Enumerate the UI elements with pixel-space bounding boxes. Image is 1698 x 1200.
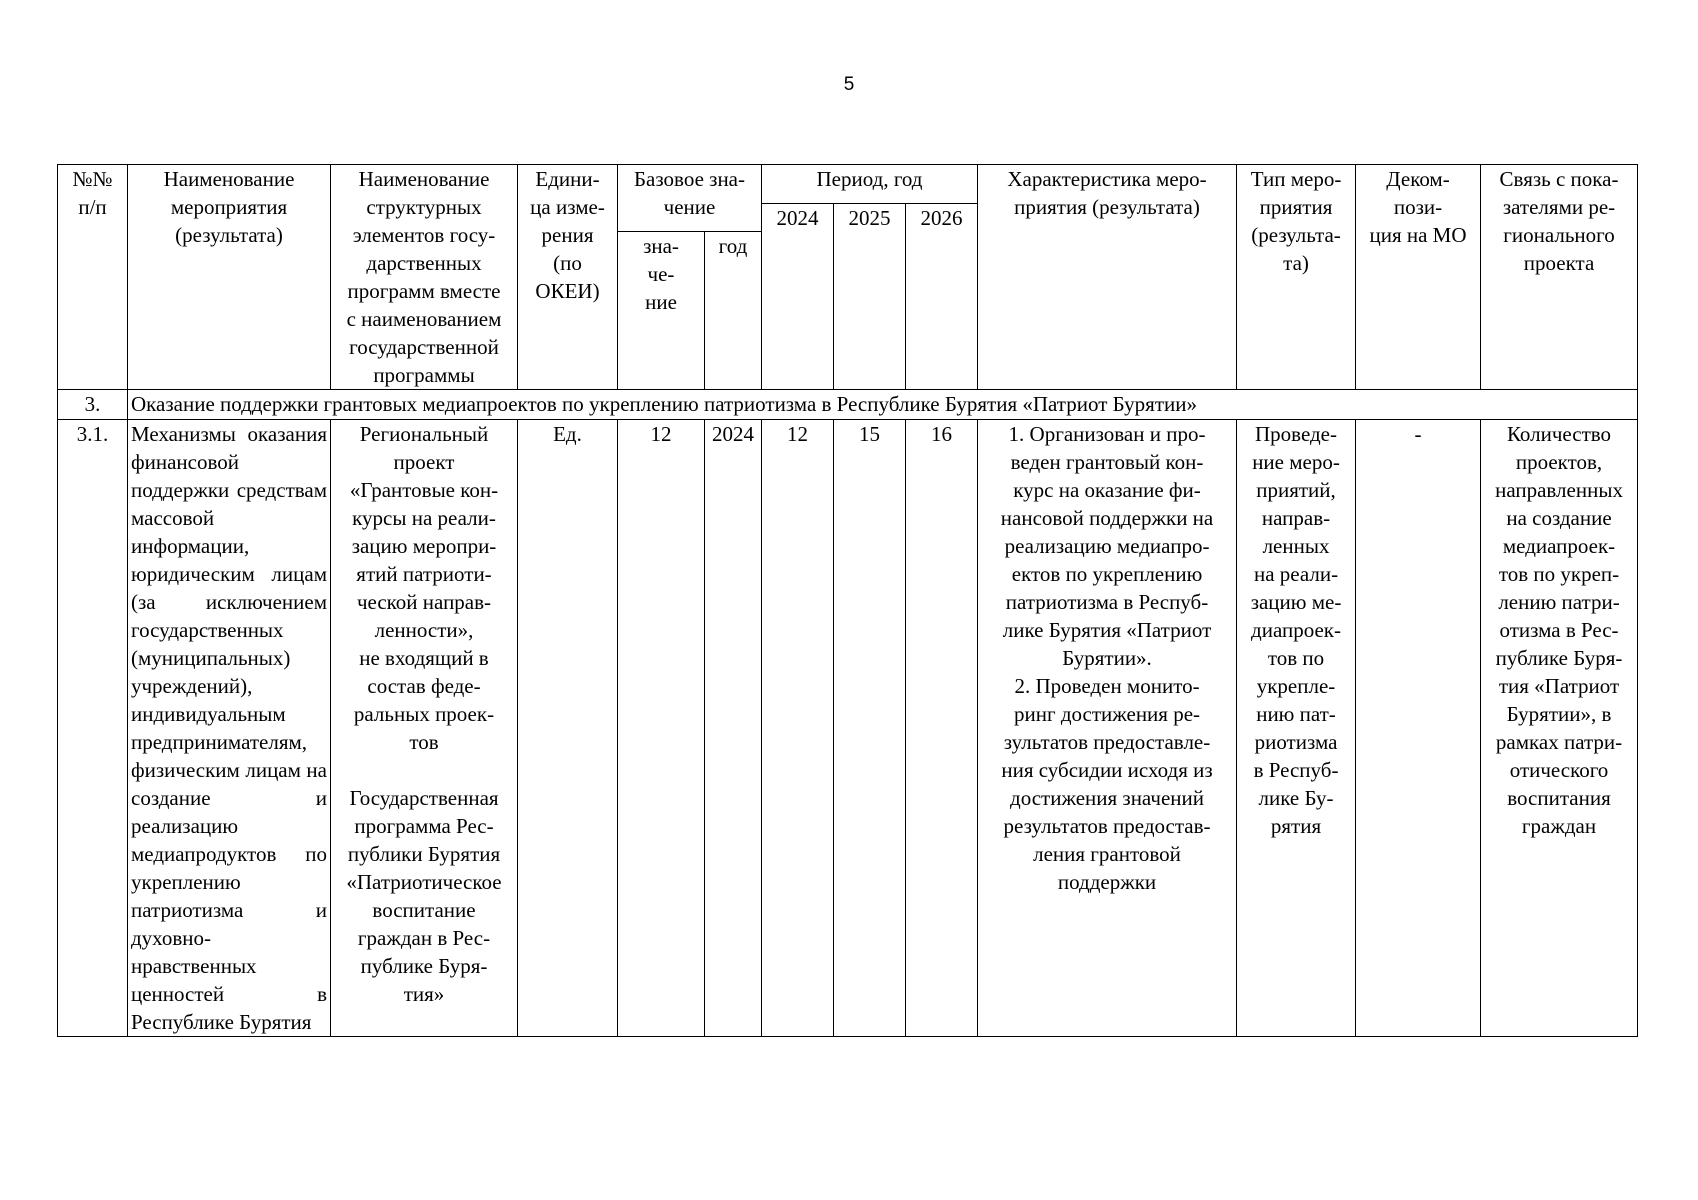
- section-title: Оказание поддержки грантовых медиапроектов по укреплению патриотизма в Республике Бурятия «Патриот Бурятии»: [128, 390, 1638, 420]
- header-base-value: зна- че- ние: [618, 232, 705, 390]
- header-year-2026: 2026: [906, 204, 978, 390]
- section-num: 3.: [58, 390, 128, 420]
- row-base-year: 2024: [705, 420, 762, 1037]
- header-decomposition: Деком- пози- ция на МО: [1356, 165, 1481, 390]
- row-value-2026: 16: [906, 420, 978, 1037]
- row-num: 3.1.: [58, 420, 128, 1037]
- header-name: Наименование мероприятия (результата): [128, 165, 331, 390]
- section-row: [58, 390, 1638, 420]
- row-link: Количество проектов, направленных на создание медиапроек- тов по укреп- лению патри- отизма в Рес- публике Буря- тия «Патриот Бурятии», в рамках патри- отического воспитания граждан: [1481, 420, 1638, 1037]
- header-period: Период, год: [762, 165, 978, 204]
- row-unit: Ед.: [518, 420, 618, 1037]
- header-unit: Едини- ца изме- рения (по ОКЕИ): [518, 165, 618, 390]
- row-decomposition: -: [1356, 420, 1481, 1037]
- row-name: Механизмы оказания финансовой поддержки средствам массовой информации, юридическим лицам (за исключением государственных (муниципальных) учреждений), индивидуальным предпринимателям, физическим лицам на создание и реализацию медиапродуктов по укреплению патриотизма и духовно-нравственных ценностей в Республике Бурятия: [128, 420, 331, 1037]
- row-value-2025: 15: [834, 420, 906, 1037]
- measures-table: [57, 164, 1638, 1037]
- header-base-year: год: [705, 232, 762, 390]
- header-link: Связь с пока- зателями ре- гионального проекта: [1481, 165, 1638, 390]
- header-row-1: [58, 165, 1638, 204]
- row-base-value: 12: [618, 420, 705, 1037]
- row-value-2024: 12: [762, 420, 834, 1037]
- row-characteristic: 1. Организован и про- веден грантовый кон- курс на оказание фи- нансовой поддержки на реализацию медиапро- ектов по укреплению патриотизма в Респуб- лике Бурятия «Патриот Бурятии». 2. Проведен монито- ринг достижения ре- зультатов предоставле- ния субсидии исходя из достижения значений результатов предостав- ления грантовой поддержки: [978, 420, 1237, 1037]
- page-number: 5: [843, 74, 855, 95]
- header-num: №№ п/п: [58, 165, 128, 390]
- header-year-2024: 2024: [762, 204, 834, 390]
- row-type: Проведе- ние меро- приятий, направ- ленных на реали- зацию ме- диапроек- тов по укрепле- нию пат- риотизма в Респуб- лике Бу- рятия: [1237, 420, 1356, 1037]
- table-row: [58, 420, 1638, 1037]
- header-base: Базовое зна- чение: [618, 165, 762, 232]
- header-struct: Наименование структурных элементов госу- дарственных программ вместе с наименованием государственной программы: [331, 165, 518, 390]
- header-type: Тип меро- приятия (результа- та): [1237, 165, 1356, 390]
- header-year-2025: 2025: [834, 204, 906, 390]
- row-struct: Региональный проект «Грантовые кон- курсы на реали- зацию меропри- ятий патриоти- ческой направ- ленности», не входящий в состав феде- ральных проек- тов Государственная программа Рес- публики Бурятия «Патриотическое воспитание граждан в Рес- публике Буря- тия»: [331, 420, 518, 1037]
- header-characteristic: Характеристика меро- приятия (результата): [978, 165, 1237, 390]
